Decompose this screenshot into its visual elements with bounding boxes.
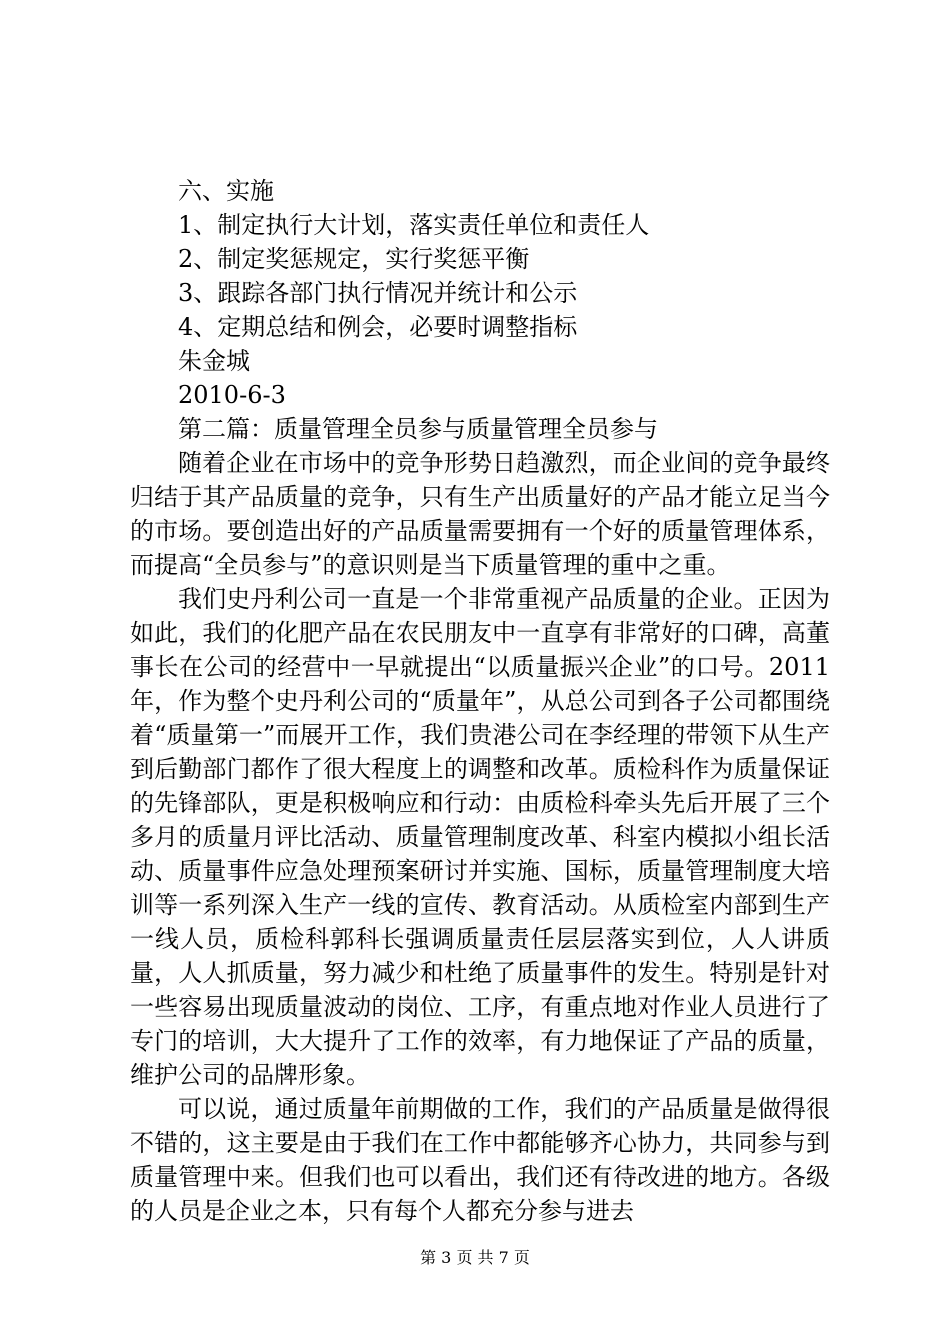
list-item: 3、跟踪各部门执行情况并统计和公示: [178, 279, 578, 307]
list-item: 4、定期总结和例会，必要时调整指标: [178, 313, 578, 341]
author-name: 朱金城: [178, 347, 250, 375]
document-date: 2010-6-3: [178, 381, 286, 409]
list-item: 2、制定奖惩规定，实行奖惩平衡: [178, 245, 530, 273]
body-paragraph: 我们史丹利公司一直是一个非常重视产品质量的企业。正因为如此，我们的化肥产品在农民朋友中一直享有非常好的口碑，高董事长在公司的经营中一早就提出“以质量振兴企业”的口号。2011年，作为整个史丹利公司的“质量年”，从总公司到各子公司都围绕着“质量第一”而展开工作，我们贵港公司在李经理的带领下从生产到后勤部门都作了很大程度上的调整和改革。质检科作为质量保证的先锋部队，更是积极响应和行动：由质检科牵头先后开展了三个多月的质量月评比活动、质量管理制度改革、科室内模拟小组长活动、质量事件应急处理预案研讨并实施、国标，质量管理制度大培训等一系列深入生产一线的宣传、教育活动。从质检室内部到生产一线人员，质检科郭科长强调质量责任层层落实到位，人人讲质量，人人抓质量，努力减少和杜绝了质量事件的发生。特别是针对一些容易出现质量波动的岗位、工序，有重点地对作业人员进行了专门的培训，大大提升了工作的效率，有力地保证了产品的质量，维护公司的品牌形象。: [130, 585, 830, 1089]
list-item: 1、制定执行大计划，落实责任单位和责任人: [178, 211, 650, 239]
article-title: 第二篇：质量管理全员参与质量管理全员参与: [178, 415, 658, 443]
body-paragraph: 随着企业在市场中的竞争形势日趋激烈，而企业间的竞争最终归结于其产品质量的竞争，只有生产出质量好的产品才能立足当今的市场。要创造出好的产品质量需要拥有一个好的质量管理体系，而提高“全员参与”的意识则是当下质量管理的重中之重。: [130, 449, 830, 579]
document-body: [130, 174, 830, 1228]
page-footer: 第 3 页 共 7 页: [420, 1248, 530, 1267]
body-paragraph: 可以说，通过质量年前期做的工作，我们的产品质量是做得很不错的，这主要是由于我们在工作中都能够齐心协力，共同参与到质量管理中来。但我们也可以看出，我们还有待改进的地方。各级的人员是企业之本，只有每个人都充分参与进去: [130, 1095, 830, 1225]
section-heading: 六、实施: [178, 177, 274, 205]
